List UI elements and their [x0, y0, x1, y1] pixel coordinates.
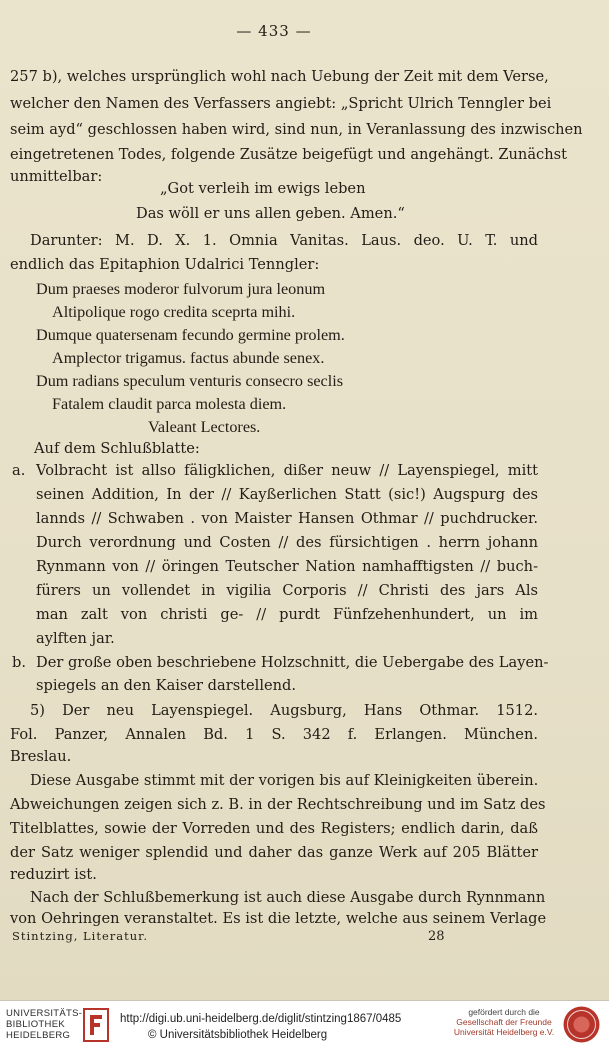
text-line: Darunter: M. D. X. 1. Omnia Vanitas. Laus. deo. U. T. und [30, 232, 538, 249]
epitaph-line: Fatalem claudit parca molesta diem. [52, 395, 287, 413]
text-line: endlich das Epitaphion Udalrici Tenngler: [10, 256, 320, 273]
signature-mark: Stintzing, Literatur. [12, 929, 149, 943]
text-line: spiegels an den Kaiser darstellend. [36, 677, 297, 694]
library-logo-icon [82, 1007, 110, 1043]
society-name: Universität Heidelberg e.V. [453, 1027, 555, 1037]
text-line: 257 b), welches ursprünglich wohl nach Uebung der Zeit mit dem Verse, [10, 68, 549, 85]
epitaph-line: Dumque quatersenam fecundo germine prolem. [36, 326, 345, 344]
text-line: Abweichungen zeigen sich z. B. in der Rechtschreibung und im Satz des [10, 796, 546, 813]
text-line: aylften jar. [36, 630, 115, 647]
text-line: Volbracht ist allso fäligklichen, dißer neuw // Layenspiegel, mitt [36, 462, 538, 479]
text-line: unmittelbar: [10, 168, 103, 185]
text-line: eingetretenen Todes, folgende Zusätze beigefügt und angehängt. Zunächst [10, 146, 567, 163]
text-line: Nach der Schlußbemerkung ist auch diese Ausgabe durch Rynnmann [30, 889, 546, 906]
university-name-line: UNIVERSITÄTS- [6, 1008, 83, 1019]
sheet-number: 28 [428, 929, 445, 944]
page-number: — 433 — [236, 22, 312, 40]
epitaph-line: Altipolique rogo credita sceprta mihi. [52, 303, 296, 321]
item-marker-b: b. [12, 654, 26, 671]
text-line: Diese Ausgabe stimmt mit der vorigen bis auf Kleinigkeiten überein. [30, 772, 539, 789]
text-line: reduzirt ist. [10, 866, 97, 883]
entry-heading: 5) Der neu Layenspiegel. Augsburg, Hans Othmar. 1512. [30, 702, 538, 719]
text-line: fürers un vollendet in vigilia Corporis // Christi des jars Als [36, 582, 538, 599]
society-name: Gesellschaft der Freunde [456, 1017, 552, 1027]
text-line: seim ayd“ geschlossen haben wird, sind nun, in Veranlassung des inzwischen [10, 121, 583, 138]
epitaph-line: Dum praeses moderor fulvorum jura leonum [36, 280, 326, 298]
text-line: Rynmann von // öringen Teutscher Nation namhafftigsten // buch- [36, 558, 538, 575]
university-seal-icon [562, 1005, 601, 1044]
epitaph-line: Valeant Lectores. [148, 418, 261, 436]
item-marker-a: a. [12, 462, 26, 479]
text-line: Titelblattes, sowie der Vorreden und des Registers; endlich darin, daß [10, 820, 538, 837]
text-line: welcher den Namen des Verfassers angiebt: „Spricht Ulrich Tenngler bei [10, 95, 552, 112]
funding-label: gefördert durch die [468, 1007, 540, 1017]
copyright-notice: © Universitätsbibliothek Heidelberg [148, 1029, 328, 1041]
verse-line: „Got verleih im ewigs leben [160, 180, 366, 197]
verse-line: Das wöll er uns allen geben. Amen.“ [136, 205, 405, 222]
text-line: seinen Addition, In der // Kayßerlichen Statt (sic!) Augspurg des [36, 486, 538, 503]
digitization-banner [0, 1000, 609, 1048]
permalink-link[interactable]: http://digi.ub.uni-heidelberg.de/diglit/stintzing1867/0485 [120, 1013, 402, 1025]
university-name-line: HEIDELBERG [6, 1030, 71, 1041]
text-line: der Satz weniger splendid und daher das ganze Werk auf 205 Blätter [10, 844, 538, 861]
funding-notice [450, 1007, 558, 1037]
epitaph-line: Dum radians speculum venturis consecro seclis [36, 372, 344, 390]
text-line: Breslau. [10, 748, 72, 765]
text-line: man zalt von christi ge- // purdt Fünfzehenhundert, un im [36, 606, 538, 623]
epitaph-line: Amplector trigamus. factus abunde senex. [52, 349, 325, 367]
text-line: von Oehringen veranstaltet. Es ist die letzte, welche aus seinem Verlage [10, 910, 547, 927]
text-line: Der große oben beschriebene Holzschnitt, die Uebergabe des Layen- [36, 654, 549, 671]
text-line: Auf dem Schlußblatte: [34, 440, 200, 457]
university-name [6, 1008, 82, 1041]
text-line: lannds // Schwaben . von Maister Hansen Othmar // puchdrucker. [36, 510, 538, 527]
text-line: Durch verordnung und Costen // des fürsichtigen . herrn johann [36, 534, 538, 551]
text-line: Fol. Panzer, Annalen Bd. 1 S. 342 f. Erlangen. München. [10, 726, 538, 743]
university-name-line: BIBLIOTHEK [6, 1019, 65, 1030]
